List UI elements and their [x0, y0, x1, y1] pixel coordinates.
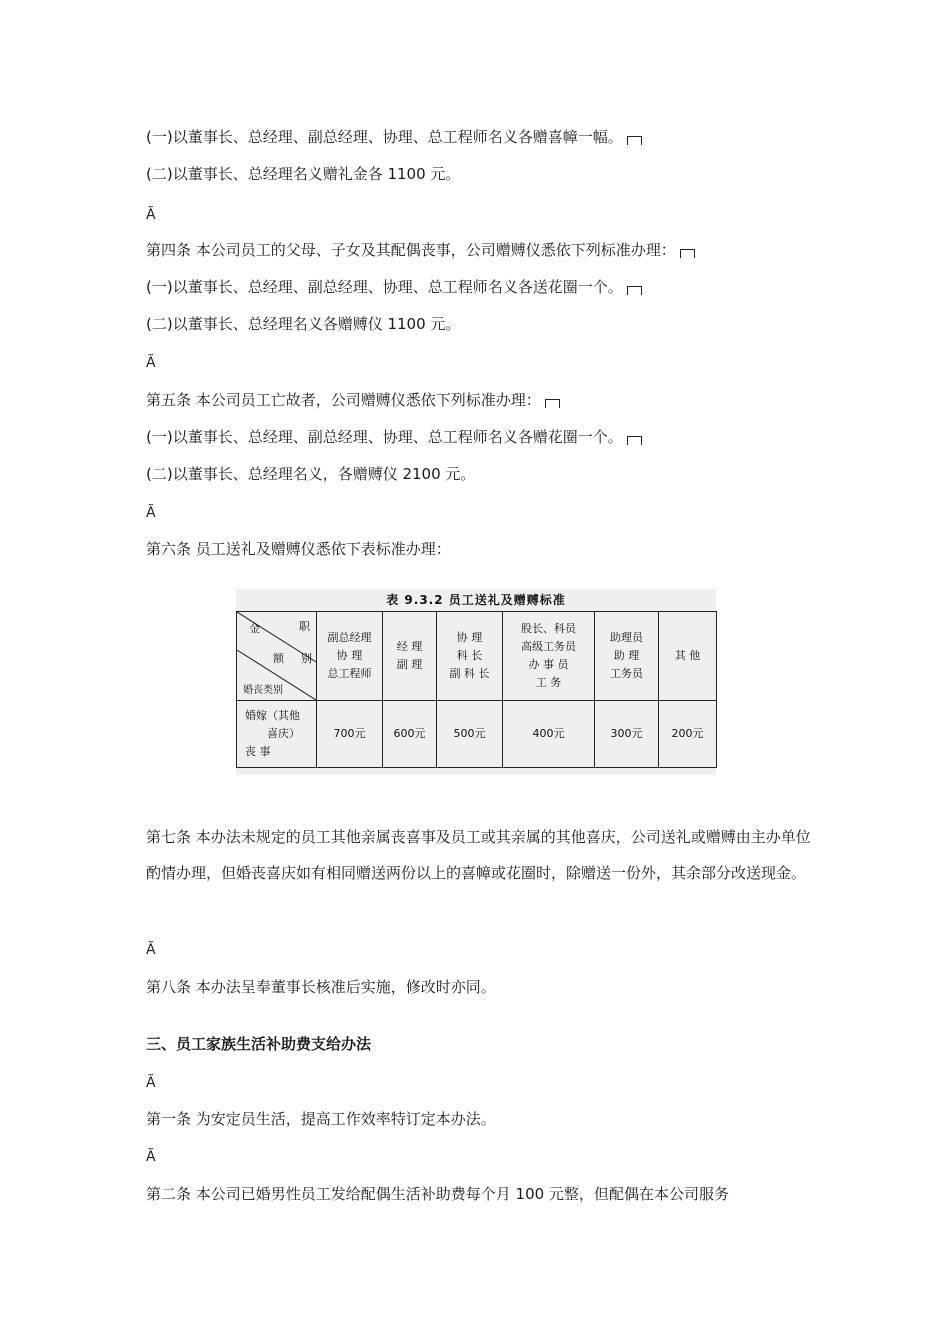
corner-header-cell — [237, 612, 317, 701]
table-cell: 300元 — [595, 701, 659, 768]
column-header: 其 他 — [659, 612, 717, 701]
article-5: 第五条 本公司员工亡故者，公司赠赙仪悉依下列标准办理： — [146, 389, 560, 411]
column-header: 协 理 科 长 副 科 长 — [437, 612, 503, 701]
paragraph-mark-icon — [680, 249, 695, 258]
article-7: 第七条 本办法未规定的员工其他亲属丧喜事及员工或其亲属的其他喜庆，公司送礼或赠赙由主办单位酌情办理，但婚丧喜庆如有相同赠送两份以上的喜幛或花圈时，除赠送一份外，其余部分改送现金。 — [146, 828, 811, 882]
separator-glyph: Ã — [146, 505, 156, 521]
column-header: 副总经理 协 理 总工程师 — [317, 612, 383, 701]
table-row — [237, 701, 717, 768]
article-8: 第八条 本办法呈奉董事长核准后实施，修改时亦同。 — [146, 978, 496, 996]
table-cell: 700元 — [317, 701, 383, 768]
corner-label: 婚丧类别 — [243, 685, 283, 696]
gift-standard-table-scan — [236, 589, 716, 775]
column-header: 经 理 副 理 — [383, 612, 437, 701]
column-header: 股长、科员 高级工务员 办 事 员 工 务 — [503, 612, 595, 701]
gift-standard-table — [236, 611, 717, 768]
clause-line: (二)以董事长、总经理名义各赠赙仪 1100 元。 — [146, 315, 461, 333]
column-header: 助理员 助 理 工务员 — [595, 612, 659, 701]
article-2: 第二条 本公司已婚男性员工发给配偶生活补助费每个月 100 元整，但配偶在本公司服务 — [146, 1185, 729, 1203]
separator-glyph: Ã — [146, 942, 156, 958]
table-cell: 600元 — [383, 701, 437, 768]
corner-label: 职 — [299, 620, 310, 633]
section-heading: 三、员工家族生活补助费支给办法 — [146, 1035, 372, 1053]
separator-glyph: Ã — [146, 207, 156, 223]
separator-glyph: Ã — [146, 1075, 156, 1091]
paragraph-mark-icon — [627, 436, 642, 445]
corner-label: 金 — [249, 622, 260, 635]
paragraph-mark-icon — [627, 136, 642, 145]
clause-line: (二)以董事长、总经理名义赠礼金各 1100 元。 — [146, 165, 461, 183]
table-title: 表 9.3.2 员工送礼及赠赙标准 — [386, 593, 566, 607]
separator-glyph: Ã — [146, 355, 156, 371]
clause-line: (一)以董事长、总经理、副总经理、协理、总工程师名义各赠花圈一个。 — [146, 426, 642, 448]
corner-label: 别 — [301, 652, 312, 665]
article-4: 第四条 本公司员工的父母、子女及其配偶丧事，公司赠赙仪悉依下列标准办理： — [146, 239, 695, 261]
row-label: 婚嫁（其他 喜庆） 丧 事 — [237, 701, 317, 768]
clause-line: (一)以董事长、总经理、副总经理、协理、总工程师名义各赠喜幛一幅。 — [146, 126, 642, 148]
article-6: 第六条 员工送礼及赠赙仪悉依下表标准办理： — [146, 540, 451, 558]
clause-line: (一)以董事长、总经理、副总经理、协理、总工程师名义各送花圈一个。 — [146, 276, 642, 298]
paragraph-mark-icon — [545, 399, 560, 408]
table-cell: 200元 — [659, 701, 717, 768]
article-1: 第一条 为安定员生活，提高工作效率特订定本办法。 — [146, 1110, 496, 1128]
table-cell: 500元 — [437, 701, 503, 768]
separator-glyph: Ã — [146, 1149, 156, 1165]
clause-line: (二)以董事长、总经理名义，各赠赙仪 2100 元。 — [146, 465, 476, 483]
corner-label: 额 — [273, 652, 284, 665]
paragraph-mark-icon — [627, 286, 642, 295]
table-cell: 400元 — [503, 701, 595, 768]
